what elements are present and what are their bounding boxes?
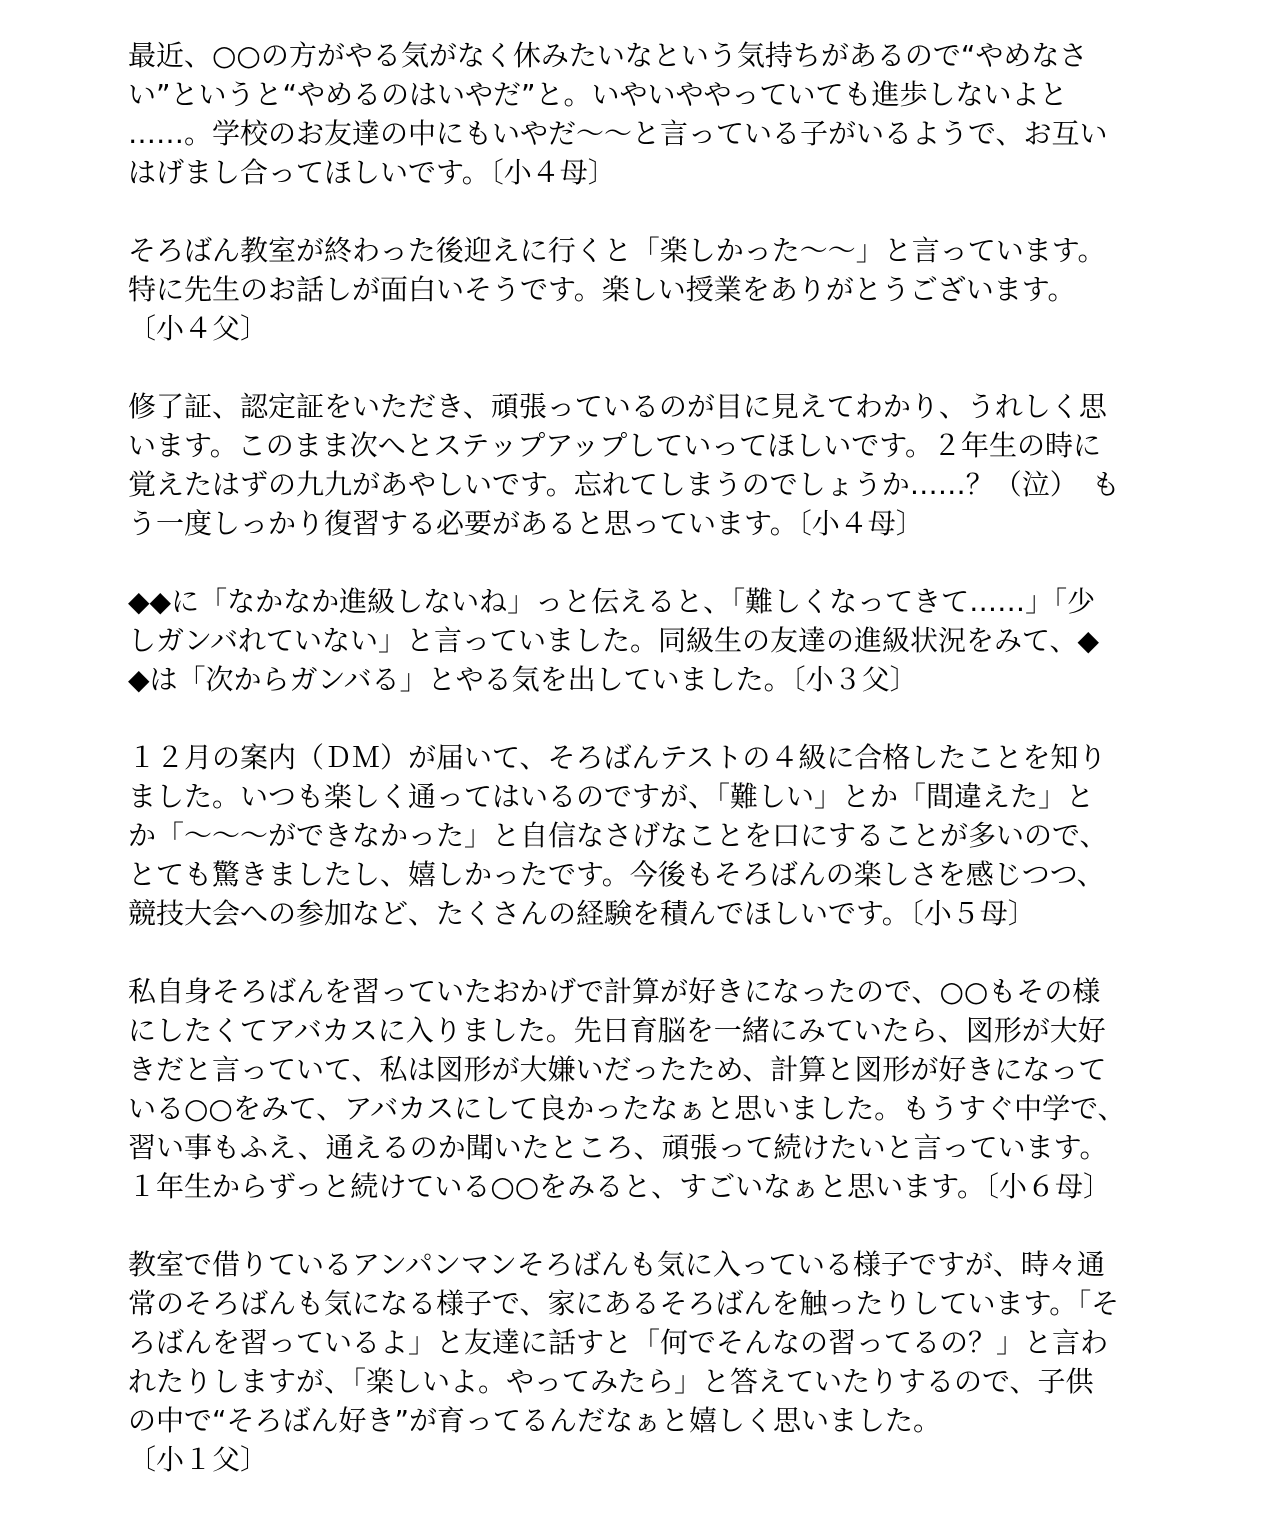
text-line: 特に先生のお話しが面白いそうです。楽しい授業をありがとうございます。 bbox=[128, 273, 1076, 306]
text-line: か「～～～ができなかった」と自信なさげなことを口にすることが多いので、 bbox=[128, 819, 1108, 852]
text-line: 修了証、認定証をいただき、頑張っているのが目に見えてわかり、うれしく思 bbox=[128, 390, 1107, 423]
text-line: います。このまま次へとステップアップしていってほしいです。２年生の時に bbox=[128, 429, 1102, 462]
text-line: いる○○をみて、アバカスにして良かったなぁと思いました。もうすぐ中学で、 bbox=[128, 1092, 1126, 1125]
comment-paragraph-2 bbox=[128, 231, 1168, 348]
text-line: れたりしますが、「楽しいよ。やってみたら」と答えていたりするので、子供 bbox=[128, 1365, 1094, 1398]
text-line: １２月の案内（ＤＭ）が届いて、そろばんテストの４級に合格したことを知り bbox=[128, 741, 1107, 774]
text-line: きだと言っていて、私は図形が大嫌いだったため、計算と図形が好きになって bbox=[128, 1053, 1107, 1086]
text-line: そろばん教室が終わった後迎えに行くと「楽しかった～～」と言っています。 bbox=[128, 234, 1106, 267]
comment-paragraph-6 bbox=[128, 972, 1168, 1206]
text-line: の中で“そろばん好き”が育ってるんだなぁと嬉しく思いました。 bbox=[128, 1404, 942, 1437]
text-line: とても驚きましたし、嬉しかったです。今後もそろばんの楽しさを感じつつ、 bbox=[128, 858, 1105, 891]
text-line: 競技大会への参加など、たくさんの経験を積んでほしいです。〔小５母〕 bbox=[128, 897, 1036, 930]
text-line: 常のそろばんも気になる様子で、家にあるそろばんを触ったりしています。「そ bbox=[128, 1287, 1120, 1320]
text-line: い”というと“やめるのはいやだ”と。いやいややっていても進歩しないよと bbox=[128, 78, 1068, 111]
text-line: 〔小４父〕 bbox=[128, 312, 269, 345]
comment-paragraph-3 bbox=[128, 387, 1168, 543]
comment-paragraph-5 bbox=[128, 738, 1168, 933]
text-line: 最近、○○の方がやる気がなく休みたいなという気持ちがあるので“やめなさ bbox=[128, 39, 1088, 72]
text-line: 習い事もふえ、通えるのか聞いたところ、頑張って続けたいと言っています。 bbox=[128, 1131, 1108, 1164]
comment-paragraph-4 bbox=[128, 582, 1168, 699]
text-line: にしたくてアバカスに入りました。先日育脳を一緒にみていたら、図形が大好 bbox=[128, 1014, 1106, 1047]
text-line: 教室で借りているアンパンマンそろばんも気に入っている様子ですが、時々通 bbox=[128, 1248, 1105, 1281]
text-line: ろばんを習っているよ」と友達に話すと「何でそんなの習ってるの？」と言わ bbox=[128, 1326, 1109, 1359]
text-line: ました。いつも楽しく通ってはいるのですが、「難しい」とか「間違えた」と bbox=[128, 780, 1095, 813]
text-line: 〔小１父〕 bbox=[128, 1443, 269, 1476]
document-body bbox=[128, 36, 1168, 1518]
text-line: ◆◆に「なかなか進級しないね」っと伝えると、「難しくなってきて……」「少 bbox=[128, 585, 1096, 618]
text-line: 覚えたはずの九九があやしいです。忘れてしまうのでしょうか……？（泣） も bbox=[128, 468, 1120, 501]
text-line: ◆は「次からガンバる」とやる気を出していました。〔小３父〕 bbox=[128, 663, 918, 696]
text-line: 私自身そろばんを習っていたおかげで計算が好きになったので、○○もその様 bbox=[128, 975, 1101, 1008]
text-line: １年生からずっと続けている○○をみると、すごいなぁと思います。〔小６母〕 bbox=[128, 1170, 1111, 1203]
text-line: う一度しっかり復習する必要があると思っています。〔小４母〕 bbox=[128, 507, 924, 540]
text-line: ……。学校のお友達の中にもいやだ～～と言っている子がいるようで、お互い bbox=[128, 117, 1108, 150]
comment-paragraph-7 bbox=[128, 1245, 1168, 1479]
text-line: しガンバれていない」と言っていました。同級生の友達の進級状況をみて、◆ bbox=[128, 624, 1100, 657]
text-line: はげまし合ってほしいです。〔小４母〕 bbox=[128, 156, 616, 189]
comment-paragraph-1 bbox=[128, 36, 1168, 192]
